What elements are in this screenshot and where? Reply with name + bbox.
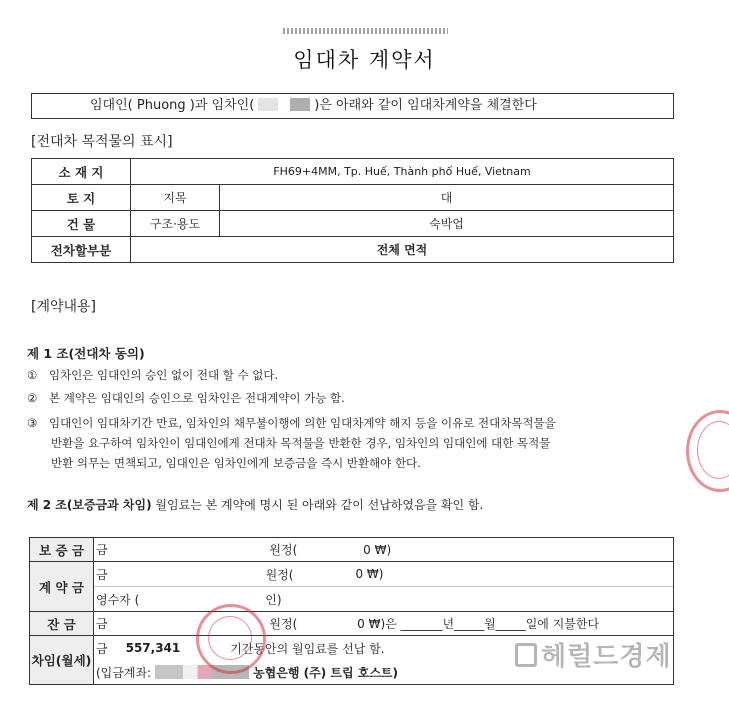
down-payment-amount-line	[94, 562, 673, 587]
item-text-line-1: 임대인이 임대차기간 만료, 임차인의 채무불이행에 의한 임대차계약 해지 등을 이유로 전대차목적물을	[48, 416, 556, 430]
won-close: 0 ₩)	[363, 543, 392, 557]
deposit-label: 보 증 금	[30, 538, 94, 562]
bank-name: 농협은행 (주) 트립 호스트)	[253, 665, 399, 680]
intro-box	[31, 93, 674, 119]
location-value: FH69+4MM, Tp. Huế, Thành phố Huế, Vietnam	[131, 159, 674, 185]
building-sub: 구조·용도	[131, 211, 220, 237]
account-prefix: (입금계좌:	[96, 665, 152, 680]
down-payment-label: 계 약 금	[30, 562, 94, 612]
item-text: 본 계약은 임대인의 승인으로 임차인은 전대계약이 가능 함.	[48, 391, 345, 405]
land-label: 토 지	[32, 185, 131, 211]
table-row	[32, 211, 674, 237]
balance-value	[94, 612, 674, 636]
table-row	[32, 237, 674, 263]
location-label: 소 재 지	[32, 159, 131, 185]
geum-text: 금	[96, 567, 108, 582]
intro-prefix: 임대인( Phuong )과 임차인(	[90, 98, 255, 113]
balance-suffix: 0 ₩)은 _______년_____월_____일에 지불한다	[357, 617, 600, 631]
document-title: 임대차 계약서	[293, 48, 436, 72]
won-open: 원정(	[265, 567, 294, 582]
article1-item-1	[27, 365, 707, 385]
table-row	[30, 612, 674, 636]
sublease-label: 전차할부분	[32, 237, 131, 263]
header-print-marks	[283, 28, 448, 34]
property-table	[31, 158, 674, 263]
article1-item-3	[27, 413, 717, 473]
table-row	[32, 185, 674, 211]
item-number: ②	[27, 391, 38, 405]
seal-inner-ring	[697, 421, 729, 479]
rent-label: 차임(월세)	[30, 636, 94, 685]
item-number: ③	[27, 416, 38, 430]
won-close: 0 ₩)	[355, 567, 384, 581]
table-row	[30, 562, 674, 612]
article1-title: 제 1 조(전대차 동의)	[27, 346, 145, 361]
balance-label: 잔 금	[30, 612, 94, 636]
rent-amount: 557,341	[125, 641, 181, 655]
article2-text: 월임료는 본 계약에 명시 된 아래와 같이 선납하였음을 확인 함.	[155, 498, 484, 512]
receiver-text: 영수자 (	[96, 592, 140, 607]
watermark-text: 헤럴드경제	[541, 642, 672, 672]
won-open: 원정(	[269, 543, 298, 557]
redacted-name	[258, 98, 310, 111]
seal-inner-ring	[208, 616, 252, 660]
article2-line	[27, 496, 483, 513]
geum-text: 금	[96, 617, 108, 631]
item-text-line-3: 반환 의무는 면책되고, 임대인은 임차인에게 보증금을 즉시 반환해야 한다.	[51, 456, 421, 470]
geum-text: 금	[96, 543, 108, 557]
table-row	[30, 538, 674, 562]
table-row	[32, 159, 674, 185]
building-label: 건 물	[32, 211, 131, 237]
sublease-value: 전체 면적	[131, 237, 674, 263]
won-open: 원정(	[269, 617, 298, 631]
land-value: 대	[220, 185, 674, 211]
receiver-line	[94, 587, 673, 611]
seal-close: 인)	[265, 592, 282, 607]
land-sub: 지목	[131, 185, 220, 211]
intro-suffix: )은 아래와 같이 임대차계약을 체결한다	[314, 98, 537, 113]
item-text-line-2: 반환을 요구하여 임차인이 임대인에게 전대차 목적물을 반환한 경우, 임차인의 임대인에 대한 목적물	[51, 436, 551, 450]
item-text: 임차인은 임대인의 승인 없이 전대 할 수 없다.	[48, 368, 279, 382]
geum-text: 금	[96, 641, 108, 656]
item-number: ①	[27, 368, 38, 382]
article2-title: 제 2 조(보증금과 차임)	[27, 498, 152, 512]
deposit-value	[94, 538, 674, 562]
section2-title: [계약내용]	[31, 299, 97, 315]
red-seal-stamp-bottom	[196, 604, 266, 674]
article1-item-2	[27, 388, 707, 408]
watermark	[515, 636, 672, 673]
watermark-logo-icon	[515, 643, 537, 667]
building-value: 숙박업	[220, 211, 674, 237]
section1-title: [전대차 목적물의 표시]	[31, 134, 173, 150]
rent-desc: 기간동안의 월임료를 선납 함.	[230, 641, 385, 656]
down-payment-value	[94, 562, 674, 612]
